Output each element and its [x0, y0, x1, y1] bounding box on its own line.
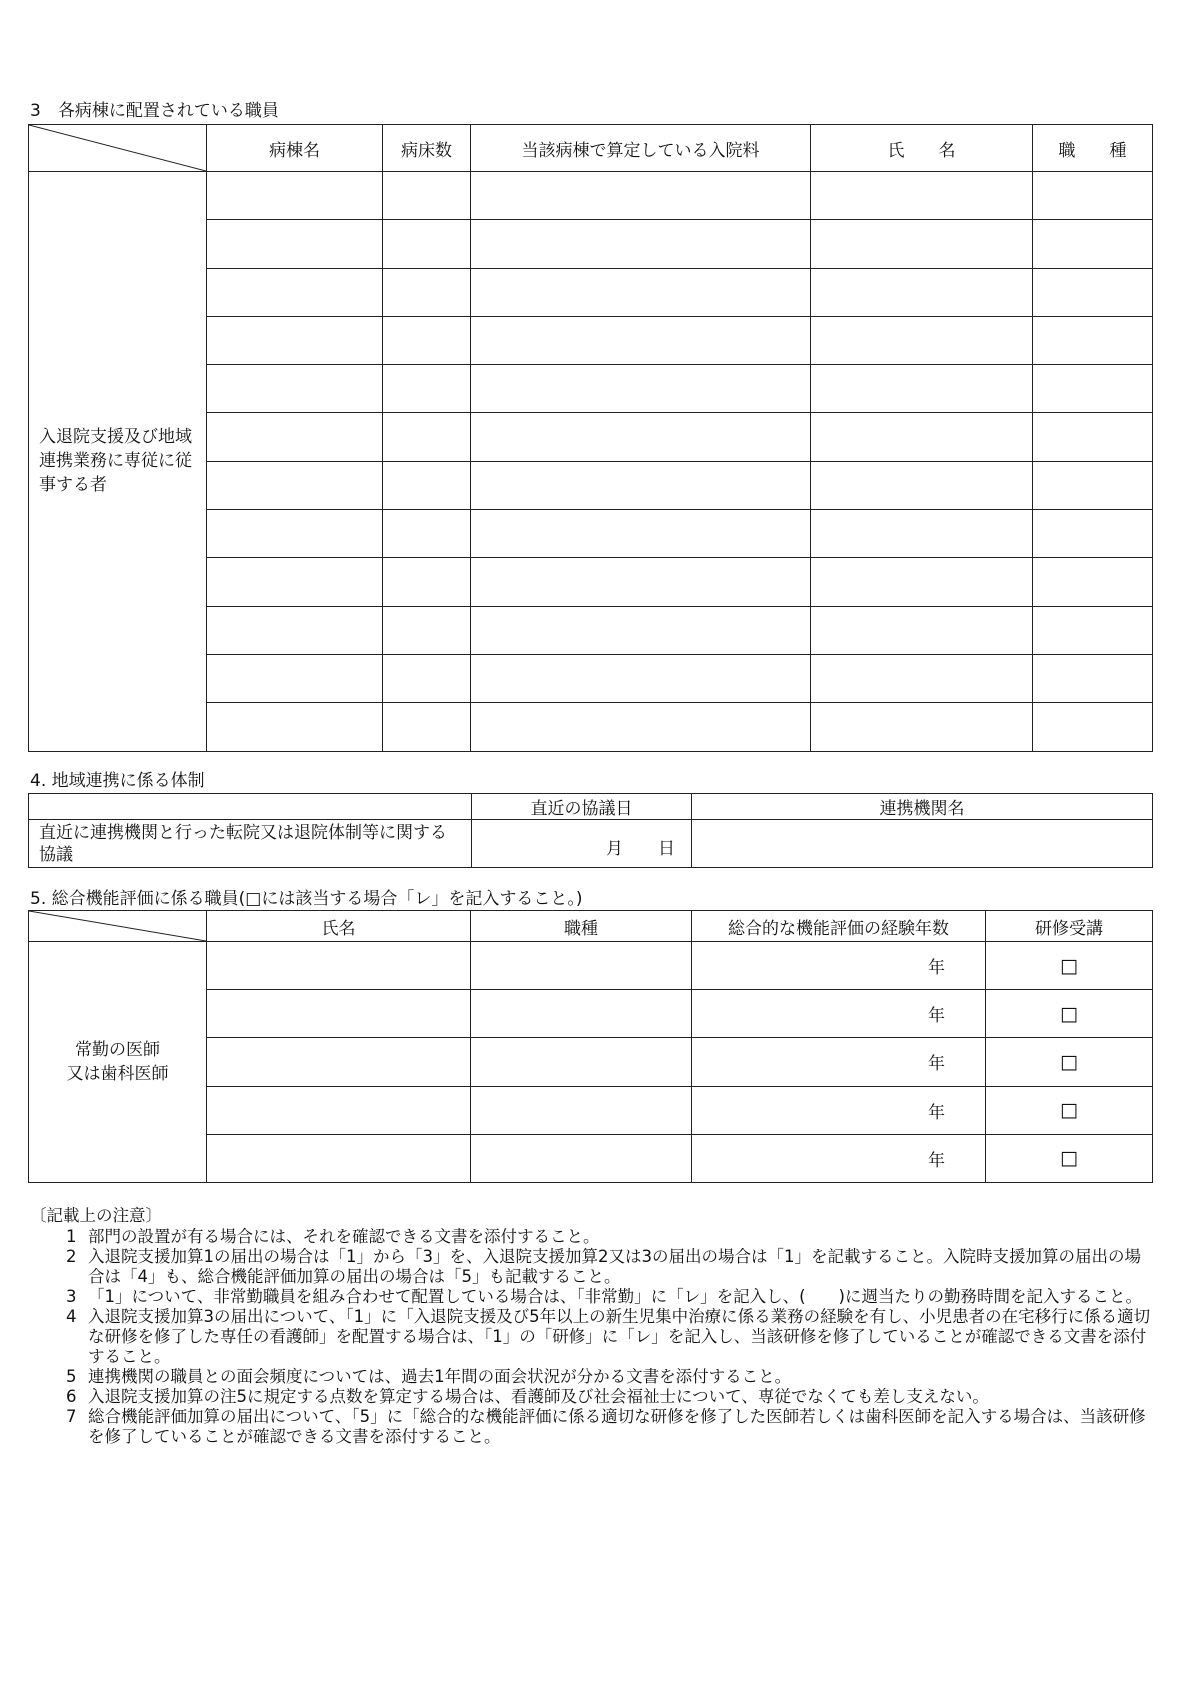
- staff-table: [28, 124, 1153, 752]
- note-item: [30, 1387, 1155, 1407]
- doctor-job-cell[interactable]: [471, 942, 692, 990]
- training-checkbox[interactable]: □: [1060, 1099, 1078, 1122]
- training-checkbox-cell: [986, 990, 1153, 1038]
- doctor-job-cell[interactable]: [471, 1134, 692, 1182]
- doctor-name-cell[interactable]: [207, 990, 471, 1038]
- training-checkbox[interactable]: □: [1060, 1002, 1078, 1025]
- note-text: 連携機関の職員との面会頻度については、過去1年間の面会状況が分かる文書を添付すること。: [88, 1367, 792, 1386]
- note-number: 1: [66, 1227, 77, 1246]
- ward-name-cell[interactable]: [207, 703, 383, 751]
- experience-years-cell[interactable]: [692, 990, 986, 1038]
- note-text: 部門の設置が有る場合には、それを確認できる文書を添付すること。: [88, 1227, 600, 1246]
- ward-name-cell[interactable]: [207, 268, 383, 316]
- ward-name-cell[interactable]: [207, 220, 383, 268]
- admission-fee-cell[interactable]: [471, 268, 811, 316]
- note-number: 3: [66, 1287, 77, 1306]
- notes-title: 〔記載上の注意〕: [30, 1206, 162, 1225]
- col-header-admission-fee: 当該病棟で算定している入院料: [471, 125, 811, 172]
- bed-count-cell[interactable]: [383, 413, 471, 461]
- ward-name-cell[interactable]: [207, 172, 383, 220]
- admission-fee-cell[interactable]: [471, 654, 811, 702]
- blank-header-cell: [29, 794, 472, 820]
- staff-name-cell[interactable]: [811, 510, 1033, 558]
- ward-name-cell[interactable]: [207, 365, 383, 413]
- meeting-date-cell[interactable]: [472, 820, 692, 868]
- month-label: 月: [606, 839, 623, 859]
- note-item: [30, 1287, 1155, 1307]
- col-header-meeting-date: 直近の協議日: [472, 794, 692, 820]
- staff-name-cell[interactable]: [811, 703, 1033, 751]
- note-number: 5: [66, 1367, 77, 1386]
- doctor-name-cell[interactable]: [207, 1038, 471, 1086]
- staff-name-cell[interactable]: [811, 606, 1033, 654]
- staff-name-cell[interactable]: [811, 316, 1033, 364]
- note-item: [30, 1367, 1155, 1387]
- note-item: [30, 1407, 1155, 1447]
- note-text: 入退院支援加算3の届出について、「1」に「入退院支援及び5年以上の新生児集中治療に係る業務の経験を有し、小児患者の在宅移行に係る適切な研修を修了した専任の看護師」を配置する場合は、「1」の「研修」に「レ」を記入し、当該研修を修了していることが確認できる文書を添付すること。: [88, 1307, 1151, 1366]
- note-number: 7: [66, 1407, 77, 1426]
- note-number: 2: [66, 1247, 77, 1266]
- training-checkbox[interactable]: □: [1060, 1147, 1078, 1170]
- job-type-cell[interactable]: [1033, 316, 1153, 364]
- experience-years-cell[interactable]: [692, 1086, 986, 1134]
- bed-count-cell[interactable]: [383, 172, 471, 220]
- staff-name-cell[interactable]: [811, 365, 1033, 413]
- col-header-partner-org: 連携機関名: [692, 794, 1153, 820]
- staff-name-cell[interactable]: [811, 654, 1033, 702]
- ward-name-cell[interactable]: [207, 461, 383, 509]
- regional-cooperation-table: [28, 793, 1153, 868]
- staff-name-cell[interactable]: [811, 268, 1033, 316]
- col-header-bed-count: 病床数: [383, 125, 471, 172]
- training-checkbox[interactable]: □: [1060, 954, 1078, 977]
- ward-name-cell[interactable]: [207, 606, 383, 654]
- row-label-discharge-support-staff: 入退院支援及び地域連携業務に専従に従事する者: [29, 172, 207, 752]
- year-unit-label: 年: [928, 1150, 945, 1171]
- job-type-cell[interactable]: [1033, 172, 1153, 220]
- admission-fee-cell[interactable]: [471, 703, 811, 751]
- section3-title: 3 各病棟に配置されている職員: [30, 101, 279, 121]
- note-item: [30, 1247, 1155, 1287]
- col-header-name: 氏 名: [811, 125, 1033, 172]
- col-header-ward-name: 病棟名: [207, 125, 383, 172]
- ward-name-cell[interactable]: [207, 510, 383, 558]
- note-number: 6: [66, 1387, 77, 1406]
- note-text: 入退院支援加算の注5に規定する点数を算定する場合は、看護師及び社会福祉士について、専従でなくても差し支えない。: [88, 1387, 989, 1406]
- bed-count-cell[interactable]: [383, 268, 471, 316]
- bed-count-cell[interactable]: [383, 510, 471, 558]
- col-header-name: 氏名: [207, 911, 471, 942]
- doctor-job-cell[interactable]: [471, 1086, 692, 1134]
- training-checkbox-cell: [986, 942, 1153, 990]
- bed-count-cell[interactable]: [383, 220, 471, 268]
- training-checkbox-cell: [986, 1038, 1153, 1086]
- admission-fee-cell[interactable]: [471, 172, 811, 220]
- partner-org-input-cell[interactable]: [692, 820, 1153, 868]
- diagonal-header-cell: [29, 911, 207, 942]
- job-type-cell[interactable]: [1033, 268, 1153, 316]
- col-header-job-type: 職種: [471, 911, 692, 942]
- bed-count-cell[interactable]: [383, 703, 471, 751]
- year-unit-label: 年: [928, 1006, 945, 1027]
- section4-title: 4. 地域連携に係る体制: [30, 771, 205, 791]
- geriatric-assessment-table: [28, 910, 1153, 1183]
- row-label-fulltime-doctor: [29, 942, 207, 1183]
- job-type-cell[interactable]: [1033, 703, 1153, 751]
- row-label-line1: 常勤の医師: [75, 1039, 160, 1060]
- ward-name-cell[interactable]: [207, 316, 383, 364]
- job-type-cell[interactable]: [1033, 220, 1153, 268]
- bed-count-cell[interactable]: [383, 558, 471, 606]
- doctor-name-cell[interactable]: [207, 942, 471, 990]
- row-label-line2: 又は歯科医師: [66, 1063, 169, 1084]
- doctor-job-cell[interactable]: [471, 990, 692, 1038]
- doctor-name-cell[interactable]: [207, 1086, 471, 1134]
- section5-title: 5. 総合機能評価に係る職員(□には該当する場合「レ」を記入すること。): [30, 889, 583, 909]
- note-text: 総合機能評価加算の届出について、「5」に「総合的な機能評価に係る適切な研修を修了した医師若しくは歯科医師を記入する場合は、当該研修を修了していることが確認できる文書を添付すること。: [88, 1407, 1146, 1446]
- notes-section: [30, 1206, 1155, 1447]
- day-label: 日: [658, 839, 675, 859]
- col-header-job-type: 職 種: [1033, 125, 1153, 172]
- job-type-cell[interactable]: [1033, 461, 1153, 509]
- note-text: 「1」について、非常勤職員を組み合わせて配置している場合は、「非常勤」に「レ」を記入し、( )に週当たりの勤務時間を記入すること。: [88, 1287, 1142, 1306]
- bed-count-cell[interactable]: [383, 654, 471, 702]
- job-type-cell[interactable]: [1033, 413, 1153, 461]
- admission-fee-cell[interactable]: [471, 461, 811, 509]
- year-unit-label: 年: [928, 1054, 945, 1075]
- staff-name-cell[interactable]: [811, 461, 1033, 509]
- note-item: [30, 1227, 1155, 1247]
- admission-fee-cell[interactable]: [471, 316, 811, 364]
- bed-count-cell[interactable]: [383, 365, 471, 413]
- bed-count-cell[interactable]: [383, 606, 471, 654]
- bed-count-cell[interactable]: [383, 316, 471, 364]
- experience-years-cell[interactable]: [692, 942, 986, 990]
- col-header-training: 研修受講: [986, 911, 1153, 942]
- note-text: 入退院支援加算1の届出の場合は「1」から「3」を、入退院支援加算2又は3の届出の場合は「1」を記載すること。入院時支援加算の届出の場合は「4」も、総合機能評価加算の届出の場合は「5」も記載すること。: [88, 1247, 1141, 1286]
- admission-fee-cell[interactable]: [471, 220, 811, 268]
- ward-name-cell[interactable]: [207, 413, 383, 461]
- experience-years-cell[interactable]: [692, 1134, 986, 1182]
- job-type-cell[interactable]: [1033, 510, 1153, 558]
- job-type-cell[interactable]: [1033, 606, 1153, 654]
- training-checkbox-cell: [986, 1086, 1153, 1134]
- training-checkbox[interactable]: □: [1060, 1050, 1078, 1073]
- admission-fee-cell[interactable]: [471, 558, 811, 606]
- ward-name-cell[interactable]: [207, 558, 383, 606]
- job-type-cell[interactable]: [1033, 558, 1153, 606]
- diagonal-header-cell: [29, 125, 207, 172]
- note-item: [30, 1307, 1155, 1367]
- table-row: [29, 942, 1153, 990]
- year-unit-label: 年: [928, 958, 945, 979]
- doctor-name-cell[interactable]: [207, 1134, 471, 1182]
- training-checkbox-cell: [986, 1134, 1153, 1182]
- year-unit-label: 年: [928, 1102, 945, 1123]
- note-number: 4: [66, 1307, 77, 1326]
- admission-fee-cell[interactable]: [471, 413, 811, 461]
- admission-fee-cell[interactable]: [471, 606, 811, 654]
- staff-name-cell[interactable]: [811, 220, 1033, 268]
- experience-years-cell[interactable]: [692, 1038, 986, 1086]
- col-header-experience-years: 総合的な機能評価の経験年数: [692, 911, 986, 942]
- job-type-cell[interactable]: [1033, 654, 1153, 702]
- table-row: [29, 172, 1153, 220]
- staff-name-cell[interactable]: [811, 172, 1033, 220]
- staff-name-cell[interactable]: [811, 558, 1033, 606]
- ward-name-cell[interactable]: [207, 654, 383, 702]
- meeting-row-label: 直近に連携機関と行った転院又は退院体制等に関する協議: [29, 820, 472, 868]
- admission-fee-cell[interactable]: [471, 510, 811, 558]
- doctor-job-cell[interactable]: [471, 1038, 692, 1086]
- job-type-cell[interactable]: [1033, 365, 1153, 413]
- bed-count-cell[interactable]: [383, 461, 471, 509]
- staff-name-cell[interactable]: [811, 413, 1033, 461]
- admission-fee-cell[interactable]: [471, 365, 811, 413]
